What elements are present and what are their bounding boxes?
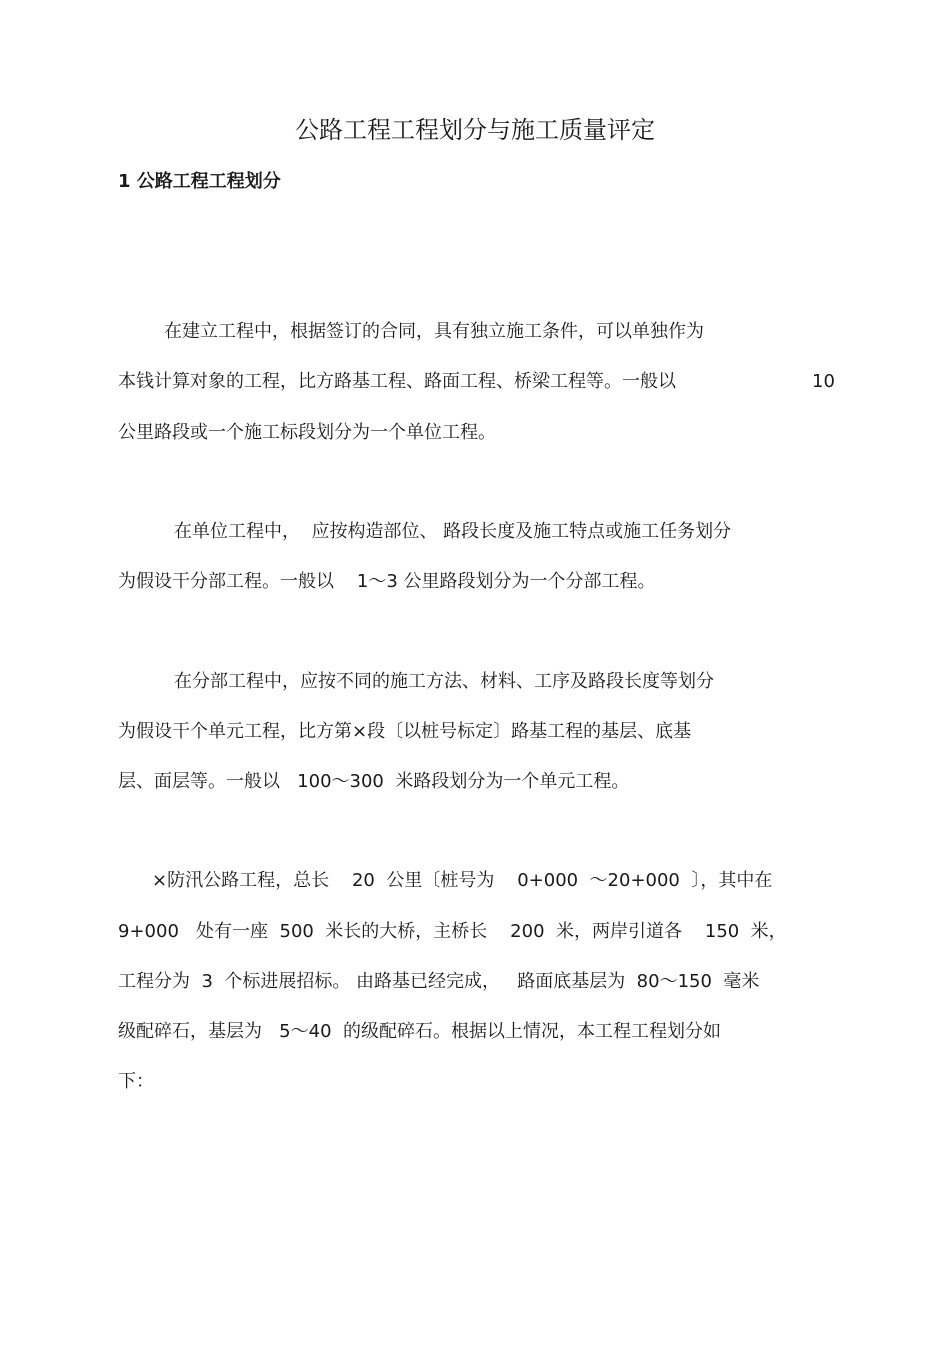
paragraph-line: 9+000 处有一座 500 米长的大桥，主桥长 200 米，两岸引道各 150 米， (118, 921, 787, 942)
section-heading: 1 公路工程工程划分 (118, 171, 281, 192)
paragraph-line: 为假设干分部工程。一般以 1～3 公里路段划分为一个分部工程。 (118, 571, 656, 592)
document-title: 公路工程工程划分与施工质量评定 (295, 116, 655, 144)
paragraph-line: 在分部工程中，应按不同的施工方法、材料、工序及路段长度等划分 (174, 671, 714, 692)
paragraph-line: 为假设干个单元工程，比方第×段〔以桩号标定〕路基工程的基层、底基 (118, 721, 692, 742)
paragraph-line: 工程分为 3 个标进展招标。 由路基已经完成， 路面底基层为 80～150 毫米 (118, 971, 760, 992)
paragraph-line: 10 (812, 371, 835, 392)
paragraph-line: 在单位工程中， 应按构造部位、 路段长度及施工特点或施工任务划分 (174, 521, 732, 542)
paragraph-line: ×防汛公路工程，总长 20 公里〔桩号为 0+000 ～20+000 〕，其中在 (152, 870, 773, 891)
paragraph-line: 层、面层等。一般以 100～300 米路段划分为一个单元工程。 (118, 771, 630, 792)
paragraph-line: 在建立工程中，根据签订的合同，具有独立施工条件，可以单独作为 (164, 321, 704, 342)
paragraph-line: 级配碎石，基层为 5～40 的级配碎石。根据以上情况，本工程工程划分如 (118, 1021, 721, 1042)
paragraph-line: 下： (118, 1071, 154, 1092)
paragraph-line: 本钱计算对象的工程，比方路基工程、路面工程、桥梁工程等。一般以 (118, 371, 676, 392)
paragraph-line: 公里路段或一个施工标段划分为一个单位工程。 (118, 422, 496, 443)
